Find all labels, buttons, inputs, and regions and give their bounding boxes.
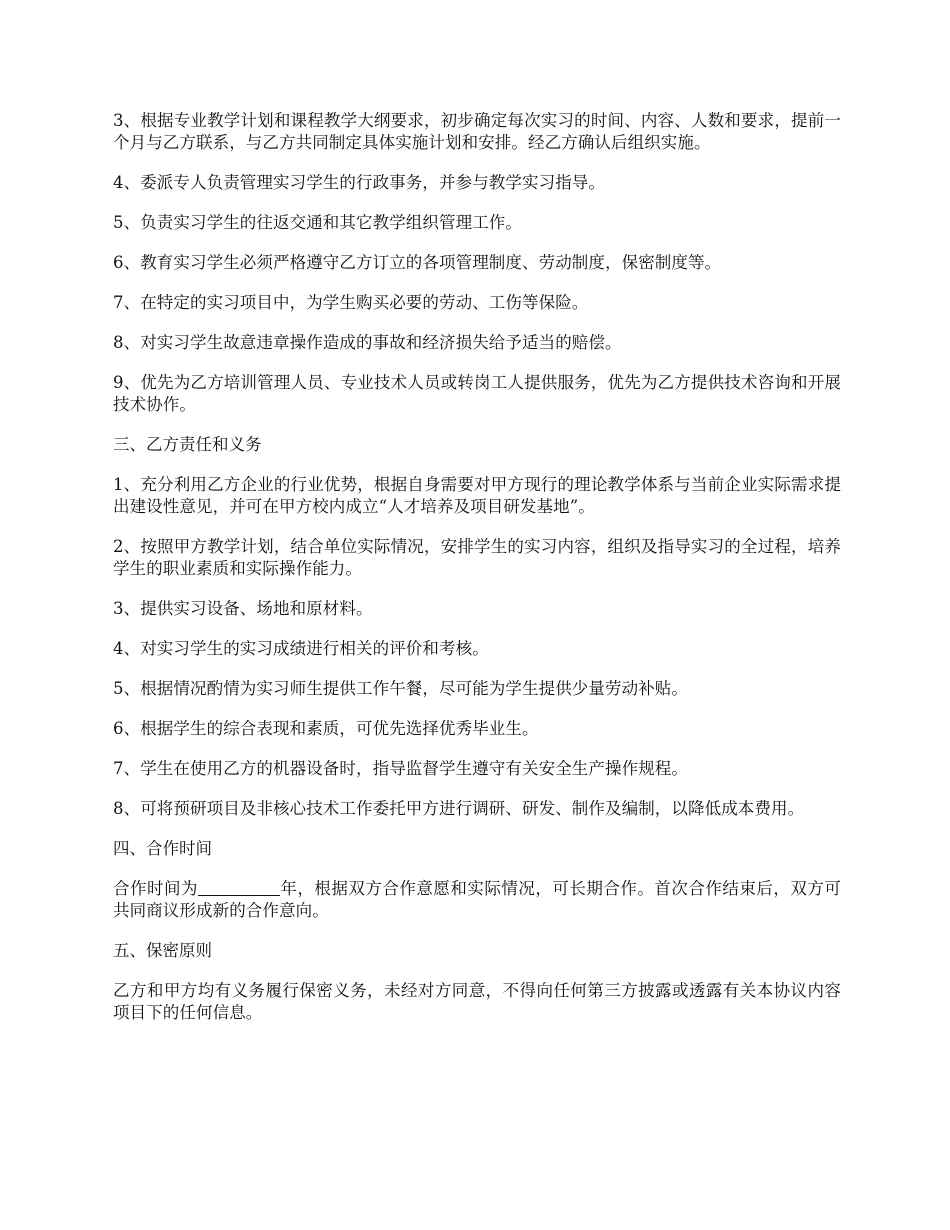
- party-b-item-6: 6、根据学生的综合表现和素质，可优先选择优秀毕业生。: [113, 719, 539, 738]
- party-a-item-4: 4、委派专人负责管理实习学生的行政事务，并参与教学实习指导。: [113, 173, 605, 192]
- party-b-item-7: 7、学生在使用乙方的机器设备时，指导监督学生遵守有关安全生产操作规程。: [113, 759, 688, 778]
- party-b-item-4: 4、对实习学生的实习成绩进行相关的评价和考核。: [113, 639, 489, 658]
- confidentiality-paragraph: 乙方和甲方均有义务履行保密义务，未经对方同意，不得向任何第三方披露或透露有关本协议内容项目下的任何信息。: [113, 981, 841, 1022]
- cooperation-period-paragraph: [113, 878, 841, 922]
- party-a-item-3: 3、根据专业教学计划和课程教学大纲要求，初步确定每次实习的时间、内容、人数和要求，提前一个月与乙方联系，与乙方共同制定具体实施计划和安排。经乙方确认后组织实施。: [113, 111, 841, 152]
- party-b-item-3: 3、提供实习设备、场地和原材料。: [113, 599, 373, 618]
- party-a-item-8: 8、对实习学生故意违章操作造成的事故和经济损失给予适当的赔偿。: [113, 333, 622, 352]
- cooperation-period-suffix: 年，根据双方合作意愿和实际情况，可长期合作。首次合作结束后，双方可共同商议形成新的合作意向。: [113, 879, 841, 920]
- party-a-item-6: 6、教育实习学生必须严格遵守乙方订立的各项管理制度、劳动制度，保密制度等。: [113, 253, 722, 272]
- document-page: [113, 110, 841, 1042]
- party-b-item-2: 2、按照甲方教学计划，结合单位实际情况，安排学生的实习内容，组织及指导实习的全过程，培养学生的职业素质和实际操作能力。: [113, 537, 841, 578]
- section-five-heading: 五、保密原则: [113, 941, 212, 960]
- party-a-item-9: 9、优先为乙方培训管理人员、专业技术人员或转岗工人提供服务，优先为乙方提供技术咨询和开展技术协作。: [113, 373, 841, 414]
- fill-in-blank-years: [198, 879, 280, 896]
- party-a-item-5: 5、负责实习学生的往返交通和其它教学组织管理工作。: [113, 213, 522, 232]
- cooperation-period-prefix: 合作时间为: [113, 879, 198, 898]
- party-b-item-5: 5、根据情况酌情为实习师生提供工作午餐，尽可能为学生提供少量劳动补贴。: [113, 679, 688, 698]
- party-b-item-8: 8、可将预研项目及非核心技术工作委托甲方进行调研、研发、制作及编制，以降低成本费用。: [113, 799, 805, 818]
- party-b-item-1: 1、充分利用乙方企业的行业优势，根据自身需要对甲方现行的理论教学体系与当前企业实际需求提出建设性意见，并可在甲方校内成立“人才培养及项目研发基地”。: [113, 475, 841, 516]
- section-four-heading: 四、合作时间: [113, 839, 212, 858]
- section-three-heading: 三、乙方责任和义务: [113, 435, 262, 454]
- party-a-item-7: 7、在特定的实习项目中，为学生购买必要的劳动、工伤等保险。: [113, 293, 589, 312]
